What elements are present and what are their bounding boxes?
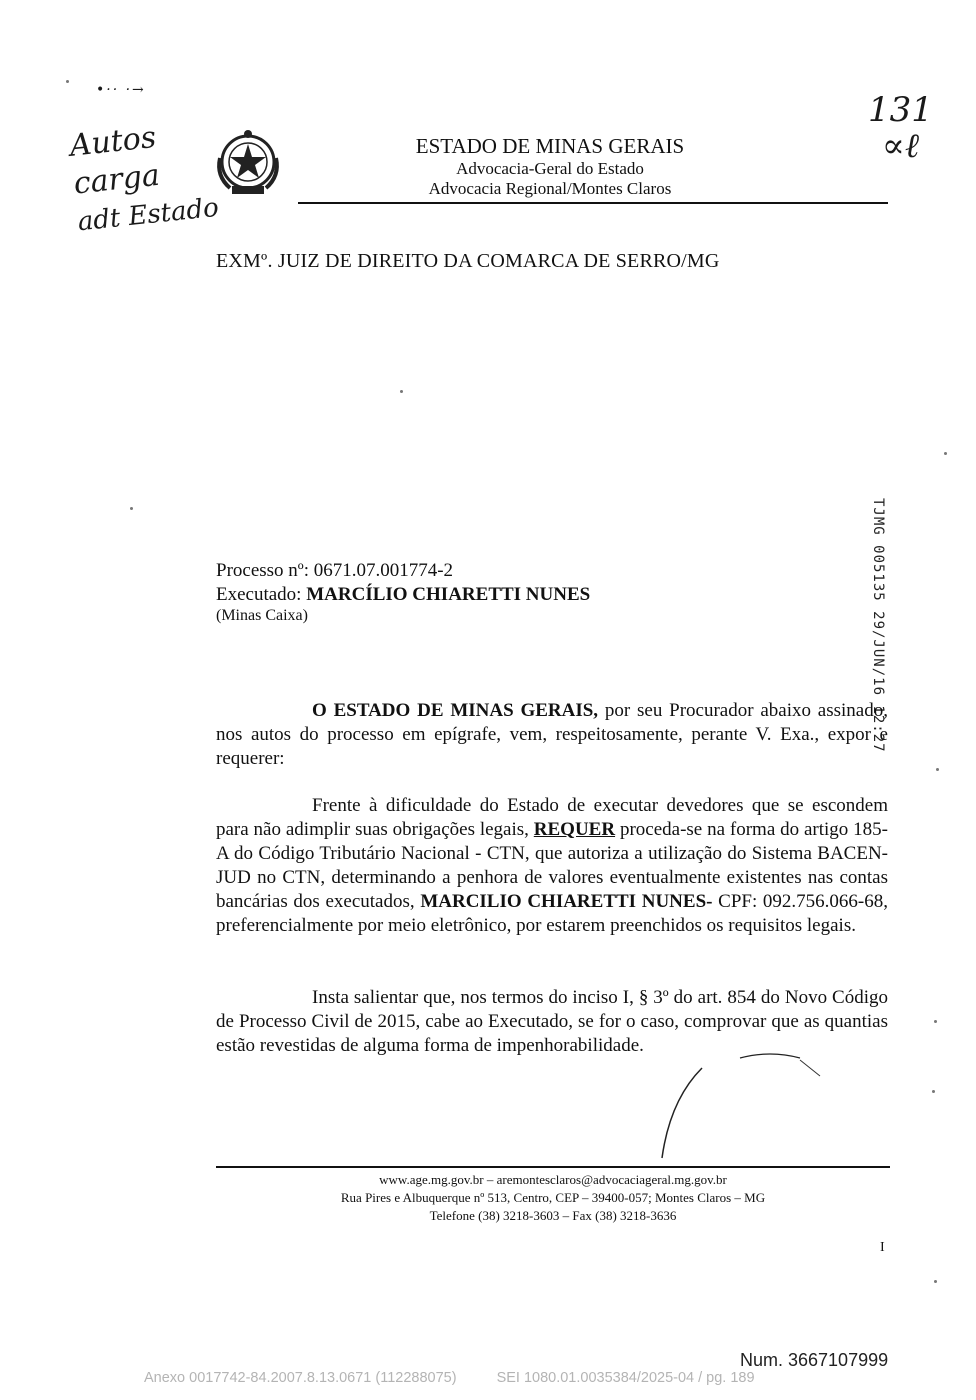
header-regional: Advocacia Regional/Montes Claros [428,179,672,198]
handwritten-note [68,113,221,241]
watermark-left: Anexo 0017742-84.2007.8.13.0671 (112288075) [144,1370,457,1386]
handwritten-note-line: carga [72,157,162,202]
handwritten-note-line: Autos [68,119,158,164]
paragraph-intro-bold: O ESTADO DE MINAS GERAIS, [312,700,599,721]
process-number-label: Processo nº: [216,560,309,581]
process-number [216,560,453,582]
scan-speck [944,452,947,455]
scan-speck [932,1090,935,1093]
paragraph-intro [216,699,888,771]
process-note: (Minas Caixa) [216,607,308,624]
scan-speck [934,1280,937,1283]
scan-speck [130,507,133,510]
executed-label: Executado: [216,584,302,605]
paragraph-request-a: Frente à dificuldade do Estado de executar devedores que se escondem para não adimplir suas obrigações legais, [216,795,888,840]
header-state: ESTADO DE MINAS GERAIS [415,134,685,158]
protocol-stamp: TJMG 005135 29/JUN/16 12:27 [870,498,886,753]
page-number: 131 [868,90,933,130]
signature-stroke [640,1050,830,1160]
footer-web-email: www.age.mg.gov.br – aremontesclaros@advocaciageral.mg.gov.br [379,1172,727,1187]
scan-speck [400,390,403,393]
addressee: EXMº. JUIZ DE DIREITO DA COMARCA DE SERRO/MG [216,250,720,272]
paragraph-request [216,794,888,938]
executed [216,584,590,606]
header-agency: Advocacia-Geral do Estado [456,159,644,178]
handwritten-page-number [868,92,933,164]
scan-speck [934,1020,937,1023]
coat-of-arms-icon [212,128,284,200]
footer-phone: Telefone (38) 3218-3603 – Fax (38) 3218-3636 [429,1208,677,1223]
page-mark: I [880,1240,885,1255]
footer-divider [216,1166,890,1168]
scan-speck [936,768,939,771]
scan-speck [66,80,69,83]
header-divider [298,202,888,204]
paragraph-intro-text: por seu Procurador abaixo assinado, nos autos do processo em epígrafe, vem, respeitosamente, perante V. Exa., expor e requerer: [216,700,888,769]
requer-keyword: REQUER [533,819,616,840]
executed-name: MARCÍLIO CHIARETTI NUNES [306,584,591,605]
handwritten-note-line: adt Estado [76,192,221,238]
footer-address: Rua Pires e Albuquerque nº 513, Centro, CEP – 39400-057; Montes Claros – MG [340,1190,766,1205]
paragraph-note [216,986,888,1058]
watermark [144,1370,755,1386]
document-number: Num. 3667107999 [740,1350,889,1370]
paragraph-request-c: CPF: 092.756.066-68, preferencialmente por meio eletrônico, por estarem preenchidos os requisitos legais. [216,891,888,936]
paragraph-request-b: proceda-se na forma do artigo 185-A do Código Tributário Nacional - CTN, que autoriza a utilização do Sistema BACEN-JUD no CTN, determinando a penhora de valores eventualmente existentes nas contas bancárias dos executados, [216,819,888,912]
process-number-value: 0671.07.001774-2 [313,560,454,581]
executed-name-inline: MARCILIO CHIARETTI NUNES- [420,891,713,912]
handwritten-marks: •·· ·→ [96,82,146,98]
initials: ∝ℓ [881,126,920,166]
watermark-right: SEI 1080.01.0035384/2025-04 / pg. 189 [496,1370,755,1386]
paragraph-note-text: Insta salientar que, nos termos do inciso I, § 3º do art. 854 do Novo Código de Processo Civil de 2015, cabe ao Executado, se for o caso, comprovar que as quantias estão revestidas de alguma forma de impenhorabilidade. [216,987,888,1056]
